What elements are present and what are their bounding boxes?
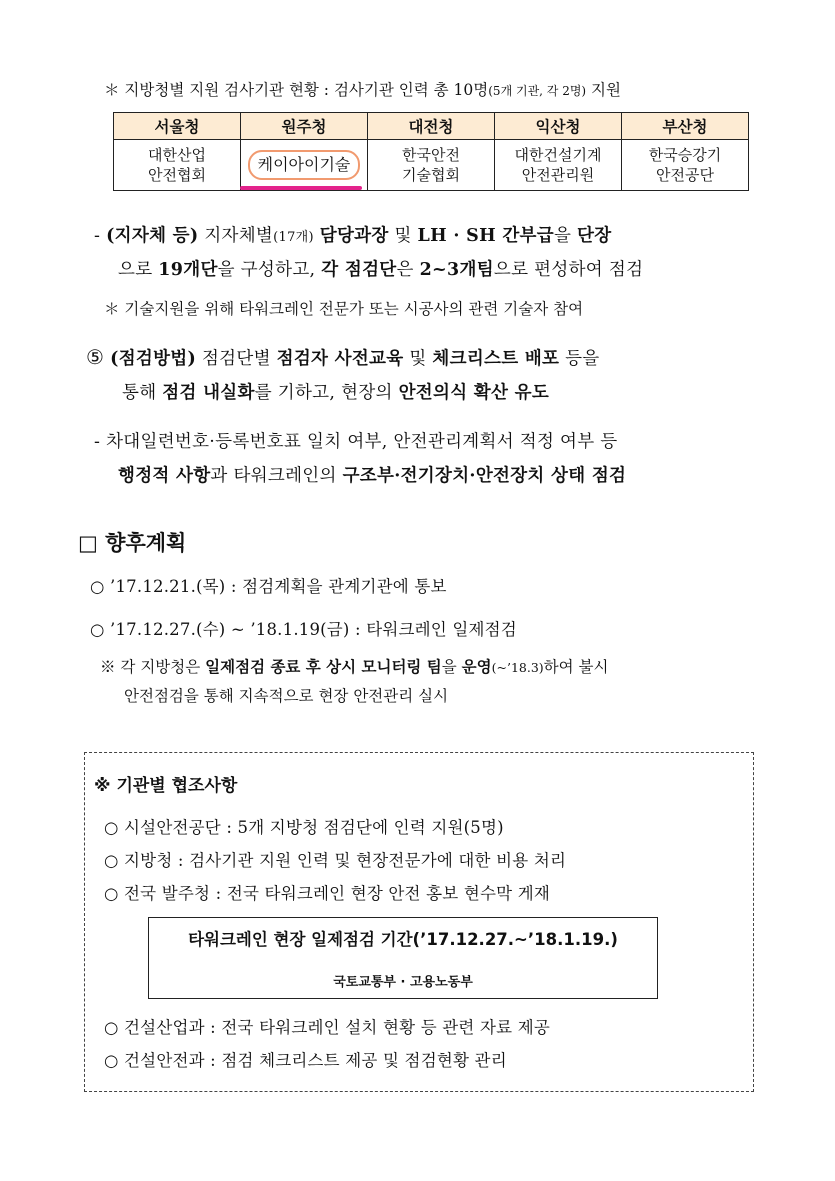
section-heading-future-plan: □ 향후계획 (78, 531, 187, 555)
plan-item: ○ ’17.12.27.(수) ~ ’18.1.19(금) : 타워크레인 일제점검 (90, 620, 517, 639)
table-cell: 대한산업 안전협회 (114, 140, 241, 191)
highlighted-agency: 케이아이기술 (248, 150, 361, 180)
cooperation-title: ※ 기관별 협조사항 (94, 776, 238, 796)
cooperation-item: ○ 건설산업과 : 전국 타워크레인 설치 현황 등 관련 자료 제공 (104, 1018, 551, 1037)
cooperation-item: ○ 전국 발주청 : 전국 타워크레인 현장 안전 홍보 현수막 게재 (104, 884, 551, 903)
cooperation-item: ○ 건설안전과 : 점검 체크리스트 제공 및 점검현황 관리 (104, 1051, 507, 1070)
paragraph-local-gov: - (지자체 등) 지자체별(17개) 담당과장 및 LH · SH 간부급을 단장 (94, 226, 612, 246)
table-cell: 한국승강기 안전공단 (622, 140, 749, 191)
agency-table (113, 112, 749, 191)
note-plan: ※ 각 지방청은 일제점검 종료 후 상시 모니터링 팀을 운영(~’18.3)하여 불시 (100, 657, 609, 676)
paragraph-check-items-line2: 행정적 사항과 타워크레인의 구조부·전기장치·안전장치 상태 점검 (118, 466, 627, 486)
highlight-underline (240, 186, 362, 190)
table-header: 익산청 (495, 113, 622, 140)
banner-title: 타워크레인 현장 일제점검 기간(’17.12.27.~’18.1.19.) (188, 930, 618, 949)
table-row (114, 140, 749, 191)
paragraph-method-line2: 통해 점검 내실화를 기하고, 현장의 안전의식 확산 유도 (122, 383, 550, 403)
table-header: 부산청 (622, 113, 749, 140)
paragraph-method: ⑤ (점검방법) 점검단별 점검자 사전교육 및 체크리스트 배포 등을 (86, 345, 600, 369)
table-header: 대전청 (368, 113, 495, 140)
plan-item: ○ ’17.12.21.(목) : 점검계획을 관계기관에 통보 (90, 577, 447, 596)
table-cell: 대한건설기계 안전관리원 (495, 140, 622, 191)
note-agencies: ＊ 지방청별 지원 검사기관 현황 : 검사기관 인력 총 10명(5개 기관, 각 2명) 지원 (104, 81, 621, 99)
table-header: 원주청 (241, 113, 368, 140)
table-cell: 한국안전 기술협회 (368, 140, 495, 191)
cooperation-item: ○ 시설안전공단 : 5개 지방청 점검단에 인력 지원(5명) (104, 818, 504, 837)
cooperation-item: ○ 지방청 : 검사기관 지원 인력 및 현장전문가에 대한 비용 처리 (104, 851, 567, 870)
table-cell (241, 140, 368, 191)
table-header: 서울청 (114, 113, 241, 140)
paragraph-local-gov-line2: 으로 19개단을 구성하고, 각 점검단은 2~3개팀으로 편성하여 점검 (118, 260, 644, 280)
note-plan-line2: 안전점검을 통해 지속적으로 현장 안전관리 실시 (124, 687, 449, 705)
table-header-row (114, 113, 749, 140)
banner-subtitle: 국토교통부 · 고용노동부 (333, 975, 473, 990)
paragraph-check-items: - 차대일련번호·등록번호표 일치 여부, 안전관리계획서 적정 여부 등 (94, 432, 618, 452)
note-tech-support: ＊ 기술지원을 위해 타워크레인 전문가 또는 시공사의 관련 기술자 참여 (104, 300, 584, 318)
